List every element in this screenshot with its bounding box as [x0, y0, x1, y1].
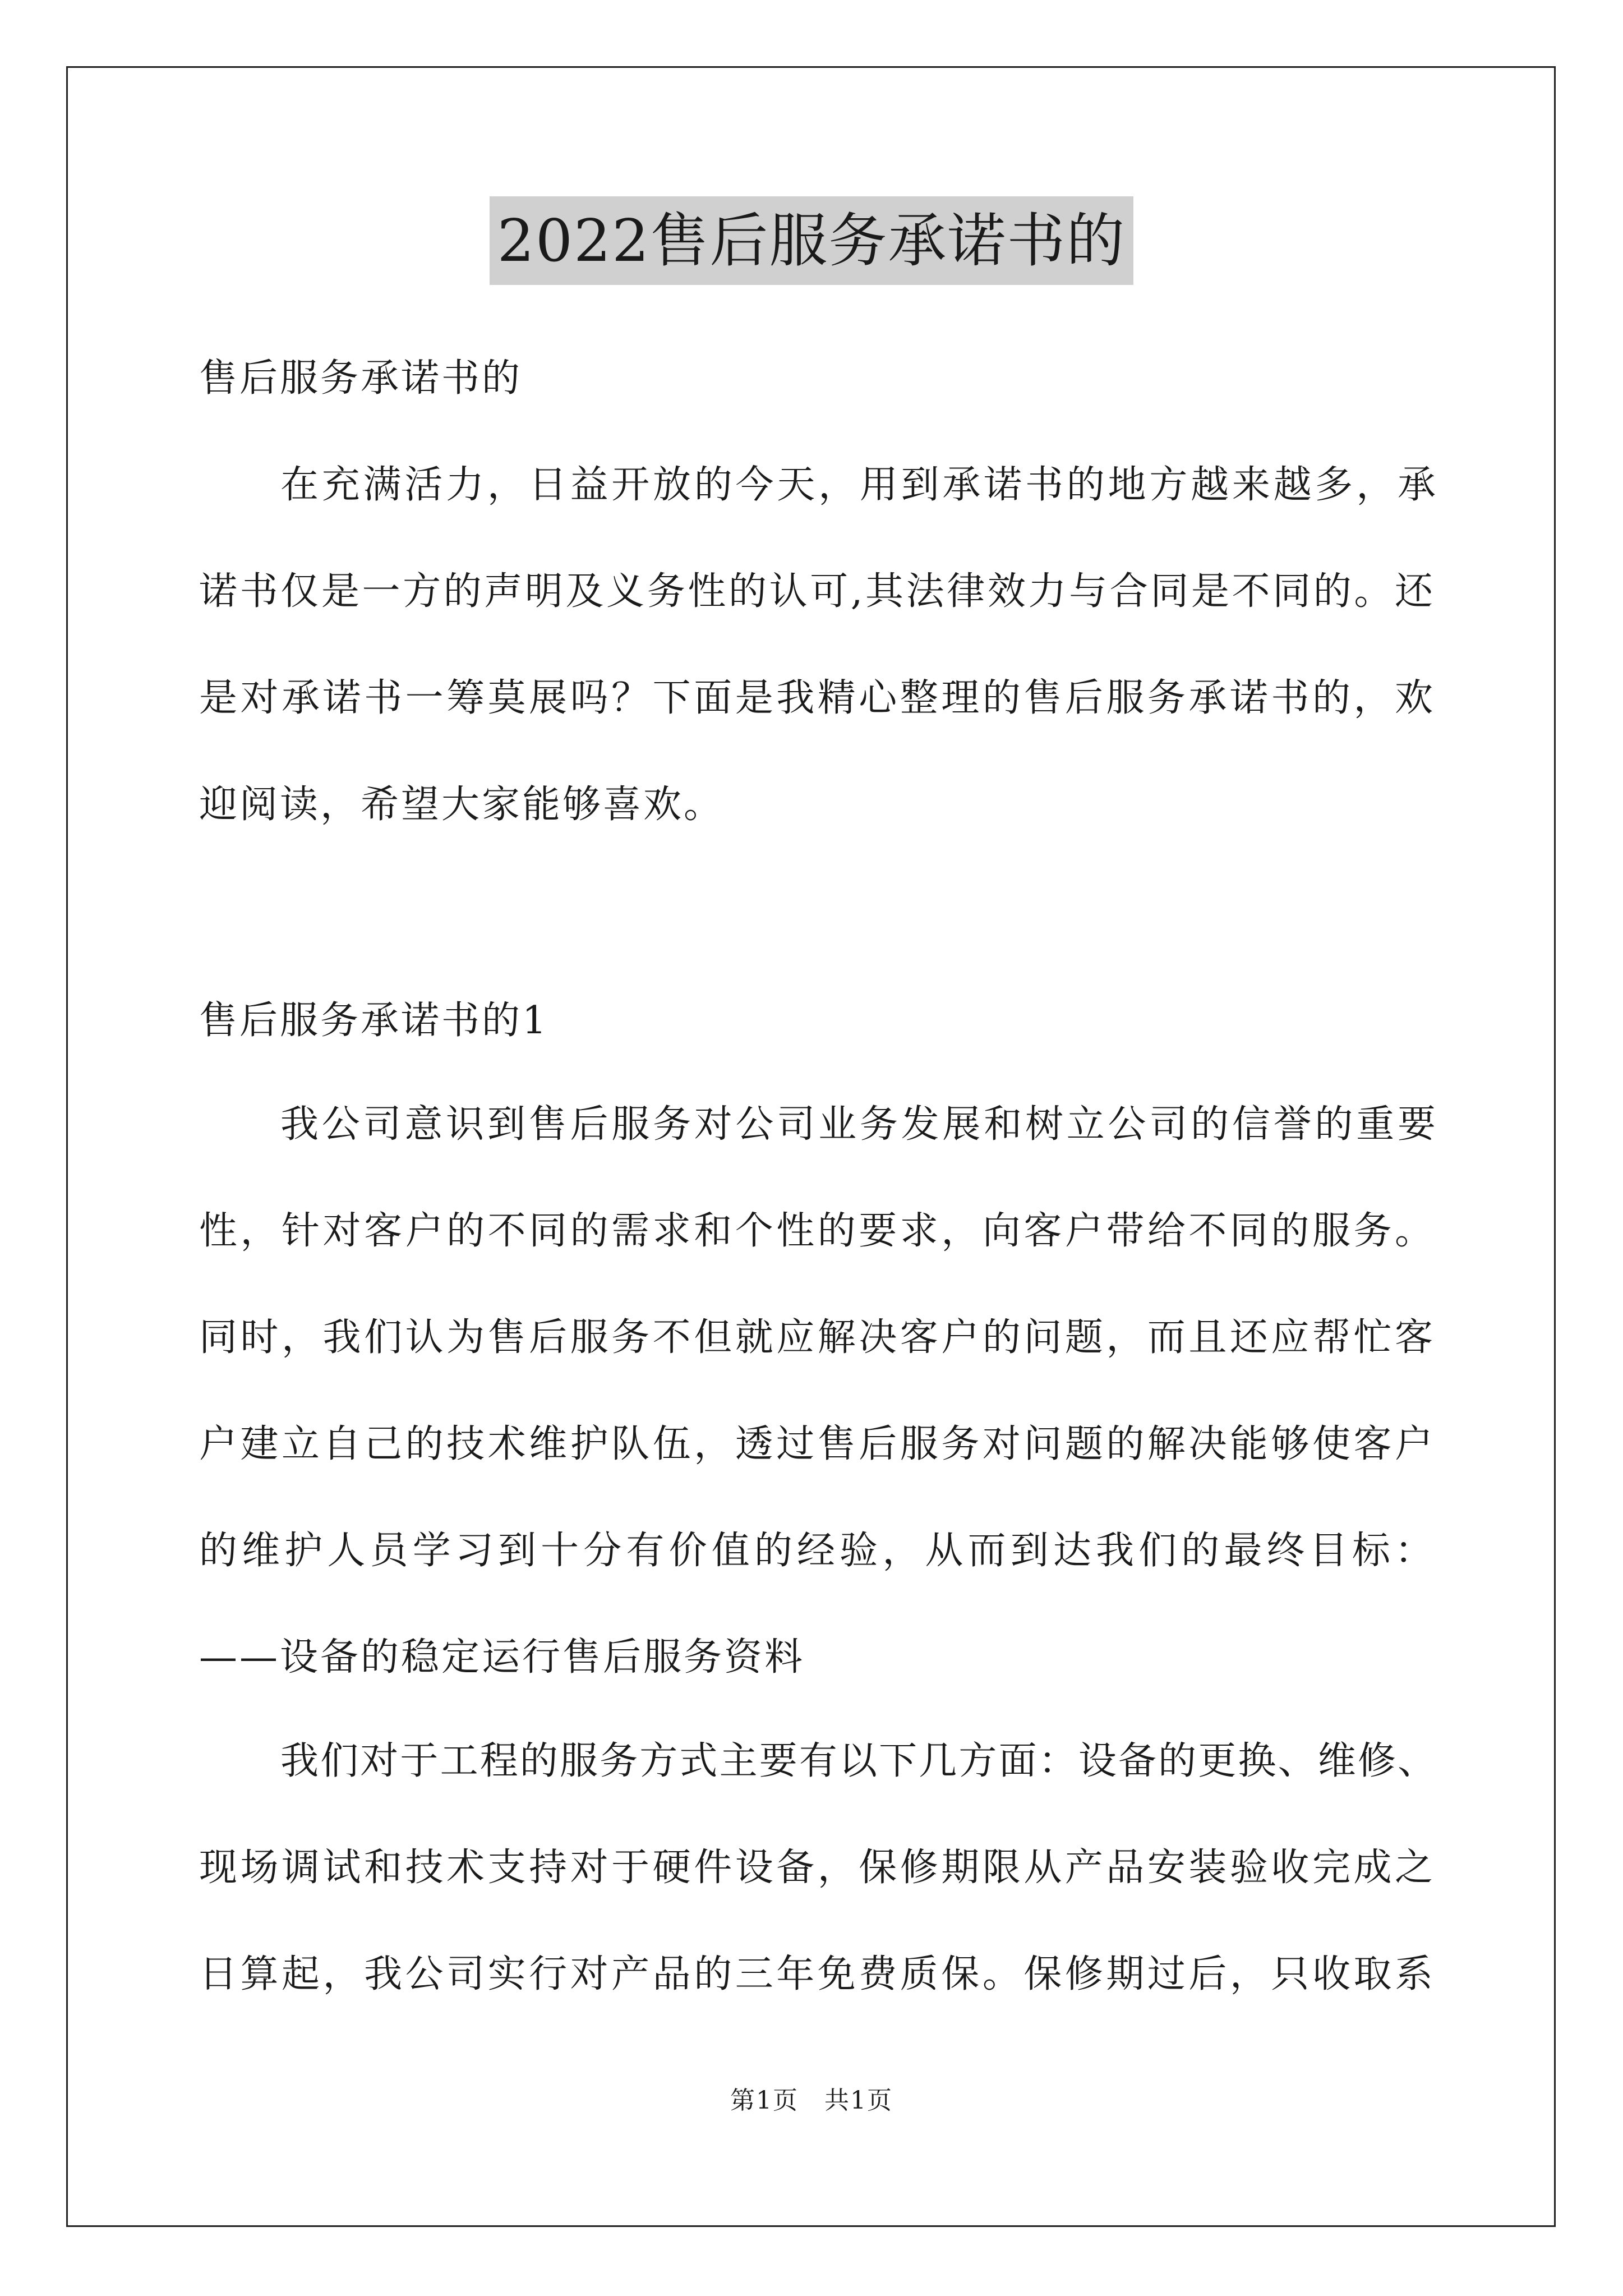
- paragraph-line: 我们对于工程的服务方式主要有以下几方面：设备的更换、维修、: [280, 1739, 1436, 1783]
- document-title-text: 2022售后服务承诺书的: [490, 196, 1134, 285]
- paragraph-line: 日算起，我公司实行对产品的三年免费质保。保修期过后，只收取系: [199, 1952, 1433, 1996]
- paragraph-line: 迎阅读，希望大家能够喜欢。: [199, 783, 725, 827]
- paragraph-line: 是对承诺书一筹莫展吗？下面是我精心整理的售后服务承诺书的，欢: [199, 676, 1433, 720]
- paragraph-line: ——设备的稳定运行售后服务资料: [199, 1635, 805, 1680]
- section-heading: 售后服务承诺书的1: [199, 999, 549, 1043]
- paragraph-line: 我公司意识到售后服务对公司业务发展和树立公司的信誉的重要: [280, 1102, 1436, 1147]
- paragraph-line: 诺书仅是一方的声明及义务性的认可,其法律效力与合同是不同的。还: [199, 569, 1433, 614]
- paragraph-line: 户建立自己的技术维护队伍，透过售后服务对问题的解决能够使客户: [199, 1422, 1433, 1466]
- paragraph-line: 同时，我们认为售后服务不但就应解决客户的问题，而且还应帮忙客: [199, 1315, 1433, 1360]
- paragraph-line: 的维护人员学习到十分有价值的经验，从而到达我们的最终目标：: [199, 1529, 1433, 1573]
- paragraph-line: 性，针对客户的不同的需求和个性的要求，向客户带给不同的服务。: [199, 1209, 1433, 1253]
- section-heading: 售后服务承诺书的: [199, 356, 523, 401]
- paragraph-line: 现场调试和技术支持对于硬件设备，保修期限从产品安装验收完成之: [199, 1846, 1433, 1890]
- document-title: [0, 196, 1623, 285]
- page-footer: 第1页 共1页: [730, 2086, 893, 2115]
- paragraph-line: 在充满活力，日益开放的今天，用到承诺书的地方越来越多，承: [280, 463, 1436, 507]
